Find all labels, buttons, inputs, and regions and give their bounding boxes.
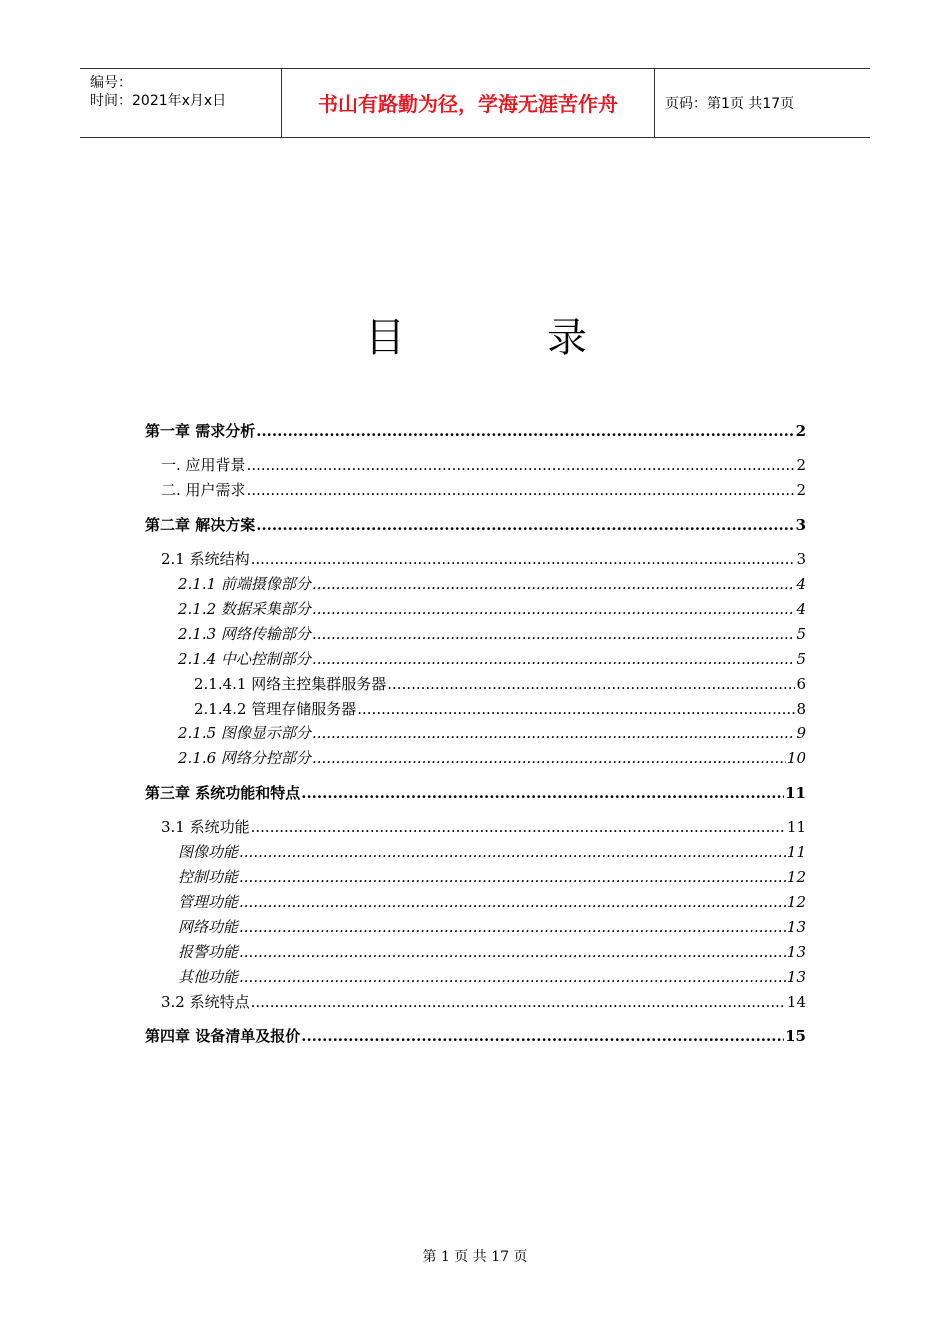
toc-leader — [312, 724, 796, 742]
toc-entry-page: 6 — [796, 675, 806, 693]
toc-entry[interactable] — [178, 966, 806, 987]
toc-entry-label: 控制功能 — [178, 868, 239, 886]
toc-entry-page: 11 — [785, 784, 806, 802]
toc-entry-page: 3 — [796, 550, 806, 568]
toc-entry[interactable] — [178, 648, 806, 669]
header-code-label: 编号： — [90, 75, 132, 91]
toc-entry[interactable] — [145, 420, 806, 441]
toc-entry[interactable] — [161, 454, 806, 475]
toc-entry-label: 2.1.2 数据采集部分 — [178, 600, 311, 618]
toc-entry[interactable] — [161, 991, 806, 1012]
toc-entry-page: 14 — [786, 993, 806, 1011]
toc-entry[interactable] — [178, 573, 806, 594]
toc-entry-label: 网络功能 — [178, 918, 239, 936]
toc-entry-label: 图像功能 — [178, 843, 239, 861]
title-char-1: 目 — [365, 315, 405, 361]
toc-entry-page: 4 — [796, 575, 806, 593]
toc-entry-label: 2.1.4.2 管理存储服务器 — [194, 700, 357, 718]
toc-entry-label: 2.1.6 网络分控部分 — [178, 749, 311, 767]
toc-entry-page: 12 — [786, 893, 806, 911]
toc-entry-label: 报警功能 — [178, 943, 239, 961]
toc-entry-page: 13 — [786, 968, 806, 986]
toc-leader — [247, 481, 796, 499]
header-page-info: 页码：第1页 共17页 — [665, 96, 795, 112]
toc-entry-label: 2.1.1 前端摄像部分 — [178, 575, 311, 593]
toc-entry-label: 2.1 系统结构 — [161, 550, 250, 568]
toc-entry[interactable] — [178, 916, 806, 937]
toc-leader — [256, 422, 794, 440]
toc-entry-label: 管理功能 — [178, 893, 239, 911]
toc-entry[interactable] — [178, 941, 806, 962]
toc-entry-page: 2 — [796, 456, 806, 474]
page-footer: 第 1 页 共 17 页 — [422, 1249, 528, 1265]
toc-leader — [239, 868, 786, 886]
toc-leader — [312, 600, 796, 618]
toc-entry[interactable] — [194, 698, 806, 719]
toc-entry-label: 第一章 需求分析 — [145, 422, 256, 440]
toc-entry-page: 13 — [786, 943, 806, 961]
toc-entry[interactable] — [145, 514, 806, 535]
toc-leader — [251, 818, 786, 836]
toc-leader — [312, 749, 786, 767]
toc-leader — [239, 918, 786, 936]
toc-leader — [239, 968, 786, 986]
toc-entry-page: 11 — [786, 843, 806, 861]
toc-entry[interactable] — [161, 548, 806, 569]
toc-entry-page: 10 — [786, 749, 806, 767]
toc-entry-page: 12 — [786, 868, 806, 886]
toc-leader — [239, 893, 786, 911]
toc-leader — [312, 625, 796, 643]
toc-entry-page: 5 — [796, 650, 806, 668]
header-time-label: 时间：2021年x月x日 — [90, 93, 227, 109]
toc-entry-page: 5 — [796, 625, 806, 643]
toc-leader — [301, 784, 784, 802]
toc-entry[interactable] — [178, 841, 806, 862]
toc-leader — [387, 675, 795, 693]
toc-entry[interactable] — [161, 816, 806, 837]
toc-entry-page: 2 — [795, 422, 806, 440]
toc-leader — [251, 550, 796, 568]
header-motto: 书山有路勤为径，学海无涯苦作舟 — [282, 69, 655, 137]
toc-entry-page: 3 — [795, 516, 806, 534]
toc-entry[interactable] — [161, 479, 806, 500]
toc-entry-label: 3.2 系统特点 — [161, 993, 250, 1011]
toc-entry[interactable] — [178, 866, 806, 887]
toc-entry-label: 第四章 设备清单及报价 — [145, 1027, 301, 1045]
toc-entry[interactable] — [178, 891, 806, 912]
toc-entry-label: 2.1.4.1 网络主控集群服务器 — [194, 675, 387, 693]
toc-leader — [357, 700, 795, 718]
toc-entry-label: 第二章 解决方案 — [145, 516, 256, 534]
toc-leader — [247, 456, 796, 474]
toc-entry-label: 第三章 系统功能和特点 — [145, 784, 301, 802]
toc-leader — [251, 993, 786, 1011]
toc-entry-label: 一. 应用背景 — [161, 456, 246, 474]
toc-entry-page: 8 — [796, 700, 806, 718]
toc-entry[interactable] — [178, 598, 806, 619]
toc-entry-label: 二. 用户需求 — [161, 481, 246, 499]
toc-leader — [301, 1027, 784, 1045]
toc-entry[interactable] — [178, 747, 806, 768]
toc-entry[interactable] — [194, 673, 806, 694]
toc-entry-label: 其他功能 — [178, 968, 239, 986]
toc-leader — [312, 650, 796, 668]
toc-entry[interactable] — [178, 623, 806, 644]
toc-leader — [312, 575, 796, 593]
toc-entry-page: 13 — [786, 918, 806, 936]
toc-entry-page: 4 — [796, 600, 806, 618]
toc-entry-label: 2.1.3 网络传输部分 — [178, 625, 311, 643]
toc-leader — [239, 843, 786, 861]
toc-entry-label: 2.1.4 中心控制部分 — [178, 650, 311, 668]
page-header — [80, 68, 870, 138]
toc-leader — [239, 943, 786, 961]
toc-entry-label: 3.1 系统功能 — [161, 818, 250, 836]
toc-entry[interactable] — [145, 782, 806, 803]
toc-entry-page: 11 — [786, 818, 806, 836]
toc-leader — [256, 516, 794, 534]
toc-entry[interactable] — [145, 1025, 806, 1046]
title-char-2: 录 — [547, 315, 587, 361]
toc-entry-page: 9 — [796, 724, 806, 742]
toc-entry-page: 15 — [785, 1027, 806, 1045]
header-meta-cell — [80, 69, 282, 137]
toc-entry-label: 2.1.5 图像显示部分 — [178, 724, 311, 742]
toc-entry-page: 2 — [796, 481, 806, 499]
toc-entry[interactable] — [178, 722, 806, 743]
